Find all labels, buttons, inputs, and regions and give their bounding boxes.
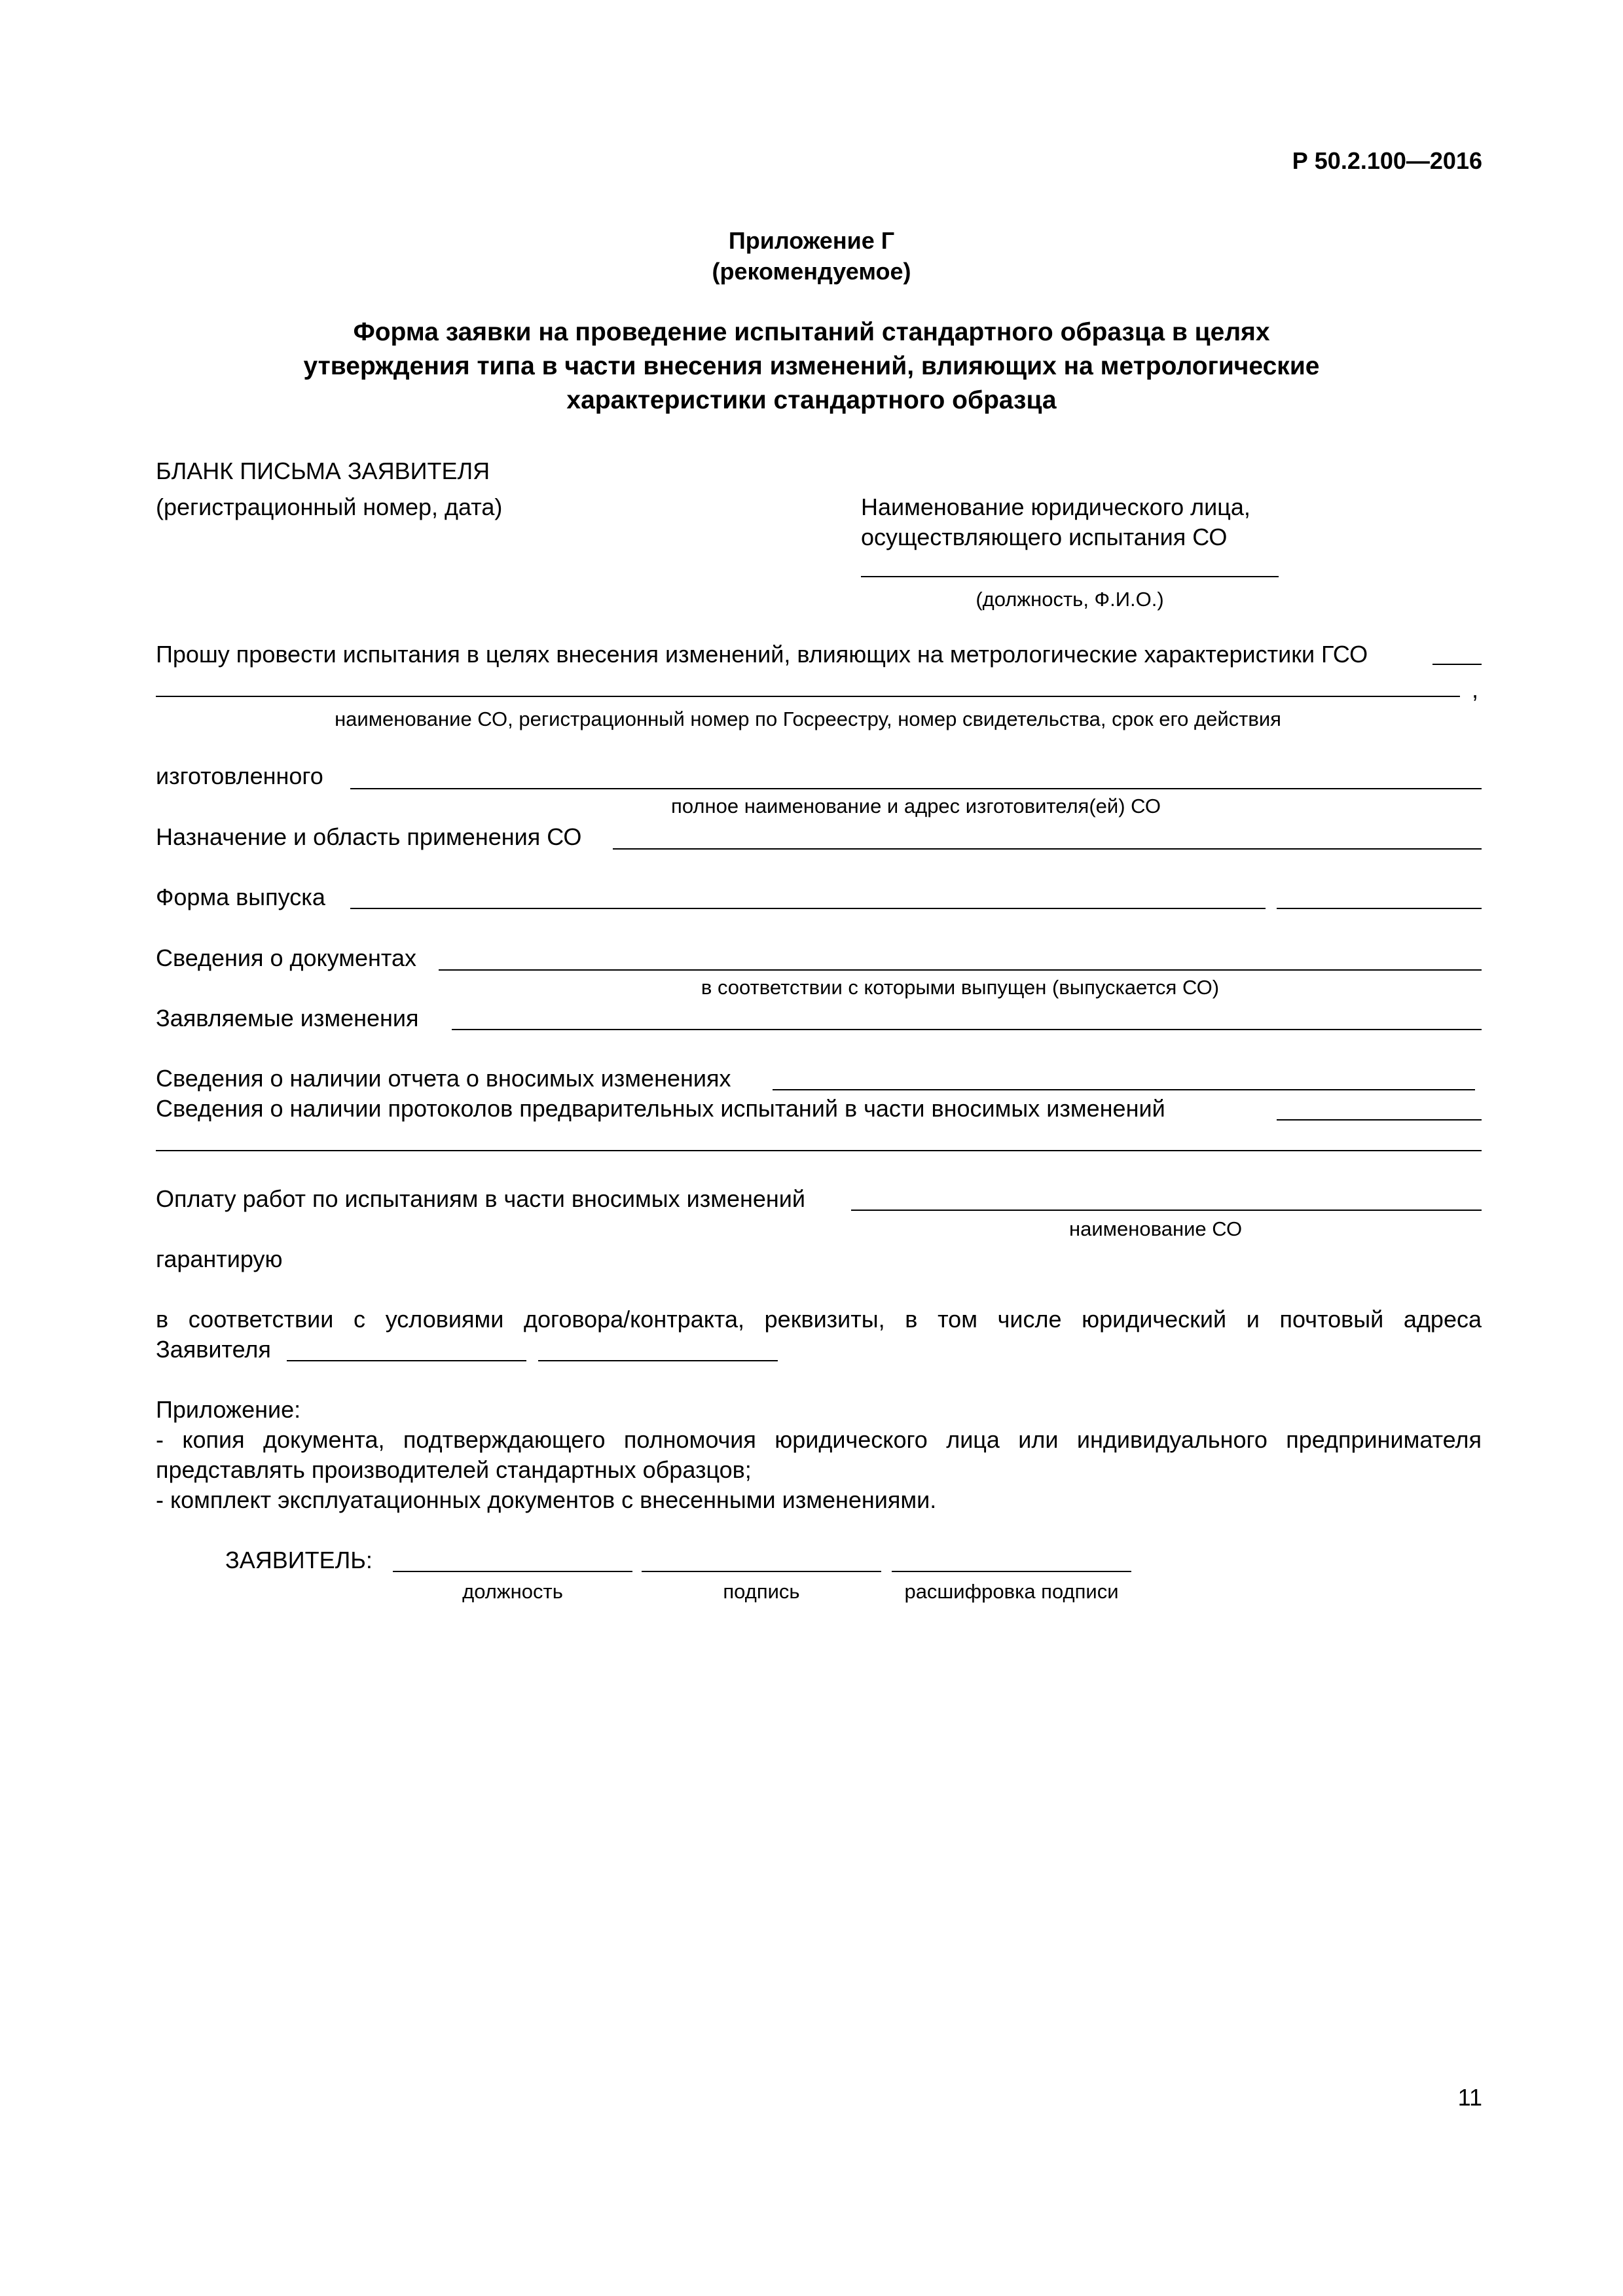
changes-label: Заявляемые изменения [156, 1005, 419, 1031]
addressee-name-field[interactable] [861, 576, 1279, 577]
addressee-line-1: Наименование юридического лица, [861, 493, 1250, 520]
protocols-label: Сведения о наличии протоколов предварительных испытаний в части вносимых изменений [156, 1095, 1165, 1122]
purpose-field[interactable] [613, 848, 1482, 850]
documents-caption: в соответствии с которыми выпущен (выпускается СО) [701, 976, 1220, 999]
manufactured-label: изготовленного [156, 762, 323, 789]
payment-label: Оплату работ по испытаниям в части вносимых изменений [156, 1185, 806, 1212]
contract-line-2: Заявителя [156, 1336, 271, 1363]
gso-number-field[interactable] [1432, 664, 1482, 665]
form-title-line-2: утверждения типа в части внесения изменений, влияющих на метрологические [303, 352, 1320, 380]
form-title-line-3: характеристики стандартного образца [566, 386, 1057, 414]
document-number: Р 50.2.100—2016 [1292, 147, 1482, 174]
guarantee-label: гарантирую [156, 1246, 283, 1272]
changes-field[interactable] [452, 1029, 1482, 1030]
position-caption: должность [462, 1580, 563, 1603]
report-label: Сведения о наличии отчета о вносимых изменениях [156, 1065, 731, 1092]
form-title-line-1: Форма заявки на проведение испытаний стандартного образца в целях [353, 318, 1270, 346]
manufacturer-field[interactable] [350, 788, 1482, 789]
so-details-field[interactable] [156, 696, 1460, 697]
comma: , [1472, 676, 1479, 703]
addressee-line-2: осуществляющего испытания СО [861, 524, 1228, 550]
so-details-caption: наименование СО, регистрационный номер по Госреестру, номер свидетельства, срок его действия [335, 708, 1281, 730]
payment-so-field[interactable] [851, 1210, 1482, 1211]
attachment-item-2: - комплект эксплуатационных документов с внесенными изменениями. [156, 1486, 937, 1513]
requisites-field-2[interactable] [538, 1360, 778, 1361]
requisites-field-1[interactable] [287, 1360, 526, 1361]
protocols-field-2[interactable] [156, 1150, 1482, 1151]
documents-label: Сведения о документах [156, 944, 417, 971]
request-text: Прошу провести испытания в целях внесения изменений, влияющих на метрологические характеристики ГСО [156, 641, 1368, 668]
documents-field[interactable] [439, 969, 1482, 971]
page-number: 11 [1457, 2084, 1482, 2111]
purpose-label: Назначение и область применения СО [156, 823, 582, 850]
decoding-caption: расшифровка подписи [904, 1580, 1119, 1603]
position-field[interactable] [393, 1571, 632, 1572]
report-field[interactable] [773, 1089, 1475, 1090]
appendix-status: (рекомендуемое) [712, 258, 911, 285]
signature-field[interactable] [642, 1571, 881, 1572]
signature-caption: подпись [723, 1580, 800, 1603]
attachment-item-1-line-1: - копия документа, подтверждающего полномочия юридического лица или индивидуального предпринимателя [156, 1426, 1482, 1453]
release-form-label: Форма выпуска [156, 884, 325, 910]
applicant-label: ЗАЯВИТЕЛЬ: [225, 1547, 373, 1573]
contract-line-1: в соответствии с условиями договора/контракта, реквизиты, в том числе юридический и почтовый адреса [156, 1306, 1482, 1333]
letterhead-blank: БЛАНК ПИСЬМА ЗАЯВИТЕЛЯ [156, 457, 490, 484]
letterhead-registration: (регистрационный номер, дата) [156, 493, 503, 520]
signature-decoding-field[interactable] [892, 1571, 1131, 1572]
addressee-caption: (должность, Ф.И.О.) [976, 588, 1164, 611]
attachments-title: Приложение: [156, 1396, 301, 1423]
protocols-field[interactable] [1277, 1119, 1482, 1121]
release-form-field-2[interactable] [1277, 908, 1482, 909]
manufacturer-caption: полное наименование и адрес изготовителя(ей) СО [671, 795, 1161, 817]
release-form-field[interactable] [350, 908, 1266, 909]
payment-caption: наименование СО [1069, 1217, 1243, 1240]
attachment-item-1-line-2: представлять производителей стандартных образцов; [156, 1456, 752, 1483]
appendix-title: Приложение Г [728, 227, 895, 254]
